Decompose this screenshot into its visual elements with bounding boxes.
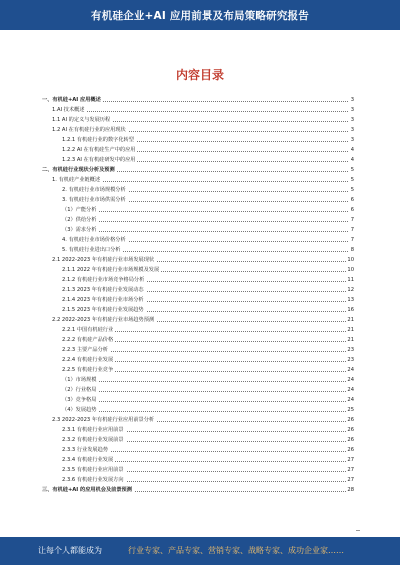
toc-entry[interactable] [0, 305, 400, 315]
toc-entry-page: 21 [347, 327, 354, 333]
toc-entry[interactable] [0, 445, 400, 455]
toc-entry[interactable] [0, 235, 400, 245]
toc-entry-page: 27 [347, 467, 354, 473]
toc-entry-page: 27 [347, 477, 354, 483]
toc-entry-page: 26 [347, 427, 354, 433]
toc-entry-title: （2）供给分析 [62, 217, 97, 223]
toc-entry[interactable] [0, 255, 400, 265]
toc-entry-title: 2.1.4 2023 年有机硅行业市场分析 [62, 297, 144, 303]
footer-bar [0, 537, 400, 565]
toc-entry-title: 2.3 2022-2023 年有机硅行业应用前景分析 [52, 417, 155, 423]
toc-entry-page: 7 [350, 217, 354, 223]
toc-entry-page: 5 [350, 177, 354, 183]
toc-entry-page: 26 [347, 417, 354, 423]
toc-entry-page: 4 [350, 157, 354, 163]
toc-entry[interactable] [0, 205, 400, 215]
toc-entry-title: 2.3.6 有机硅行业发展方向 [62, 477, 124, 483]
toc-entry-title: 2.3.4 有机硅行业发展 [62, 457, 114, 463]
toc-entry-title: 3. 有机硅行业市场供需分析 [62, 197, 126, 203]
toc-entry[interactable] [0, 295, 400, 305]
toc-entry-title: 4. 有机硅行业市场价格分析 [62, 237, 126, 243]
toc-entry-title: 2.1.3 2023 年有机硅行业发展动态 [62, 287, 144, 293]
toc-entry[interactable] [0, 185, 400, 195]
toc-entry-title: 2.1.5 2023 年有机硅行业发展趋势 [62, 307, 144, 313]
toc-entry-title: 1.2 AI 在有机硅行业的应用现状 [52, 127, 126, 133]
toc-entry[interactable] [0, 225, 400, 235]
toc-entry[interactable] [0, 365, 400, 375]
toc-entry-title: 2.3.1 有机硅行业应用前景 [62, 427, 124, 433]
toc-entry-page: 12 [347, 287, 354, 293]
toc-entry-title: 1. 有机硅产业链概述 [52, 177, 101, 183]
toc-entry[interactable] [0, 475, 400, 485]
toc-entry-title: 2.2.4 有机硅行业发展 [62, 357, 114, 363]
toc-entry-page: 16 [347, 307, 354, 313]
toc-entry-title: 1.2.3 AI 在有机硅研发中的应用 [62, 157, 136, 163]
toc-entry-page: 13 [347, 297, 354, 303]
toc-entry-page: 10 [347, 257, 354, 263]
toc-entry-page: 3 [350, 127, 354, 133]
toc-entry-title: （4）发展趋势 [62, 407, 97, 413]
toc-entry[interactable] [0, 385, 400, 395]
toc-entry-title: （2）行业格局 [62, 387, 97, 393]
toc-entry-page: 7 [350, 227, 354, 233]
toc-entry[interactable] [0, 425, 400, 435]
toc-entry-title: 2. 有机硅行业市场规模分析 [62, 187, 126, 193]
toc-entry-page: 23 [347, 357, 354, 363]
toc-entry-page: 24 [347, 367, 354, 373]
toc-entry[interactable] [0, 345, 400, 355]
toc-entry-title: 2.2.1 中国有机硅行业 [62, 327, 114, 333]
toc-entry-title: 2.2.5 有机硅行业竞争 [62, 367, 114, 373]
toc-entry[interactable] [0, 105, 400, 115]
toc-entry-page: 21 [347, 317, 354, 323]
toc-entry-page: 3 [350, 137, 354, 143]
toc-entry-title: 2.1 2022-2023 年有机硅行业市场发展现状 [52, 257, 155, 263]
page-marker [356, 530, 360, 531]
toc-leader-dots [62, 405, 348, 415]
toc-entry[interactable] [0, 375, 400, 385]
toc-entry[interactable] [0, 165, 400, 175]
toc-entry[interactable] [0, 115, 400, 125]
toc-entry-page: 26 [347, 437, 354, 443]
toc-entry-title: 2.3.2 有机硅行业发展前景 [62, 437, 124, 443]
toc-entry-page: 24 [347, 397, 354, 403]
toc-entry[interactable] [0, 195, 400, 205]
toc-leader-dots [62, 375, 348, 385]
toc-entry-title: （3）竞争格局 [62, 397, 97, 403]
toc-entry[interactable] [0, 95, 400, 105]
toc-entry-title: 2.2.3 主要产品分析 [62, 347, 108, 353]
toc-entry-page: 5 [350, 187, 354, 193]
toc-entry-page: 23 [347, 347, 354, 353]
toc-entry-title: 2.1.1 2022 年有机硅行业市场规模及发展 [62, 267, 160, 273]
toc-leader-dots [62, 385, 348, 395]
toc-entry-title: 三、有机硅+AI 的应用机会及前景预测 [42, 487, 132, 493]
toc-entry-page: 10 [347, 267, 354, 273]
toc-entry[interactable] [0, 215, 400, 225]
toc-entry-page: 3 [350, 107, 354, 113]
footer-slogan: 让每个人都能成为 [38, 546, 102, 555]
toc-entry[interactable] [0, 395, 400, 405]
toc-entry[interactable] [0, 405, 400, 415]
toc-leader-dots [62, 225, 348, 235]
toc-entry-page: 4 [350, 147, 354, 153]
toc-entry-title: 2.3.3 行业发展趋势 [62, 447, 108, 453]
toc-entry-page: 3 [350, 97, 354, 103]
toc-leader-dots [62, 395, 348, 405]
toc-entry-title: 2.3.5 有机硅行业应用前景 [62, 467, 124, 473]
toc-entry[interactable] [0, 135, 400, 145]
toc-title: 内容目录 [175, 68, 224, 82]
toc-entry[interactable] [0, 435, 400, 445]
toc-entry-title: 二、有机硅行业现状分析及预测 [42, 167, 115, 173]
toc-entry[interactable] [0, 175, 400, 185]
toc-entry[interactable] [0, 125, 400, 135]
toc-entry-page: 6 [350, 197, 354, 203]
toc-entry-page: 21 [347, 337, 354, 343]
toc-entry-page: 8 [350, 247, 354, 253]
footer-tagline: 行业专家、产品专家、营销专家、战略专家、成功企业家…… [128, 546, 344, 555]
toc-entry-title: 2.1.2 有机硅行业市场竞争格局分析 [62, 277, 145, 283]
toc-entry-page: 24 [347, 387, 354, 393]
toc-entry[interactable] [0, 145, 400, 155]
toc-entry-page: 27 [347, 457, 354, 463]
toc-entry-page: 26 [347, 447, 354, 453]
toc-entry-title: （1）产能分析 [62, 207, 97, 213]
toc-entry[interactable] [0, 465, 400, 475]
toc-entry-page: 6 [350, 207, 354, 213]
toc-entry-title: 1.2.2 AI 在有机硅生产中的应用 [62, 147, 136, 153]
toc-entry[interactable] [0, 275, 400, 285]
toc-entry[interactable] [0, 285, 400, 295]
toc-entry-title: （1）市场规模 [62, 377, 97, 383]
toc-entry-title: 一、有机硅+AI 应用概述 [42, 97, 101, 103]
toc-entry[interactable] [0, 155, 400, 165]
toc-entry-page: 7 [350, 237, 354, 243]
toc-entry[interactable] [0, 355, 400, 365]
toc-leader-dots [62, 205, 348, 215]
toc-entry-title: （3）需求分析 [62, 227, 97, 233]
report-title: 有机硅企业+AI 应用前景及布局策略研究报告 [91, 10, 309, 22]
toc-entry-page: 25 [347, 407, 354, 413]
header-bar [0, 0, 400, 30]
toc-entry-title: 1.2.1 有机硅行业的数字化转型 [62, 137, 134, 143]
toc-entry-page: 24 [347, 377, 354, 383]
toc-entry-page: 11 [347, 277, 354, 283]
toc-entry[interactable] [0, 415, 400, 425]
toc-entry[interactable] [0, 245, 400, 255]
toc-entry[interactable] [0, 265, 400, 275]
toc-entry-title: 1.AI 技术概述 [52, 107, 85, 113]
toc-entry-title: 5. 有机硅行业进出口分析 [62, 247, 121, 253]
toc-entry-page: 5 [350, 167, 354, 173]
toc-entry-title: 2.2.2 有机硅产品价格 [62, 337, 114, 343]
toc-entry-title: 2.2 2022-2023 年有机硅行业市场趋势预测 [52, 317, 155, 323]
toc-entry-page: 3 [350, 117, 354, 123]
toc-entry[interactable] [0, 485, 400, 495]
toc-leader-dots [52, 105, 348, 115]
toc-entry-page: 28 [347, 487, 354, 493]
toc-entry[interactable] [0, 325, 400, 335]
toc-entry-title: 1.1 AI 的定义与发展历程 [52, 117, 111, 123]
toc-leader-dots [62, 215, 348, 225]
toc-entry[interactable] [0, 455, 400, 465]
toc-entry[interactable] [0, 335, 400, 345]
toc-entry[interactable] [0, 315, 400, 325]
